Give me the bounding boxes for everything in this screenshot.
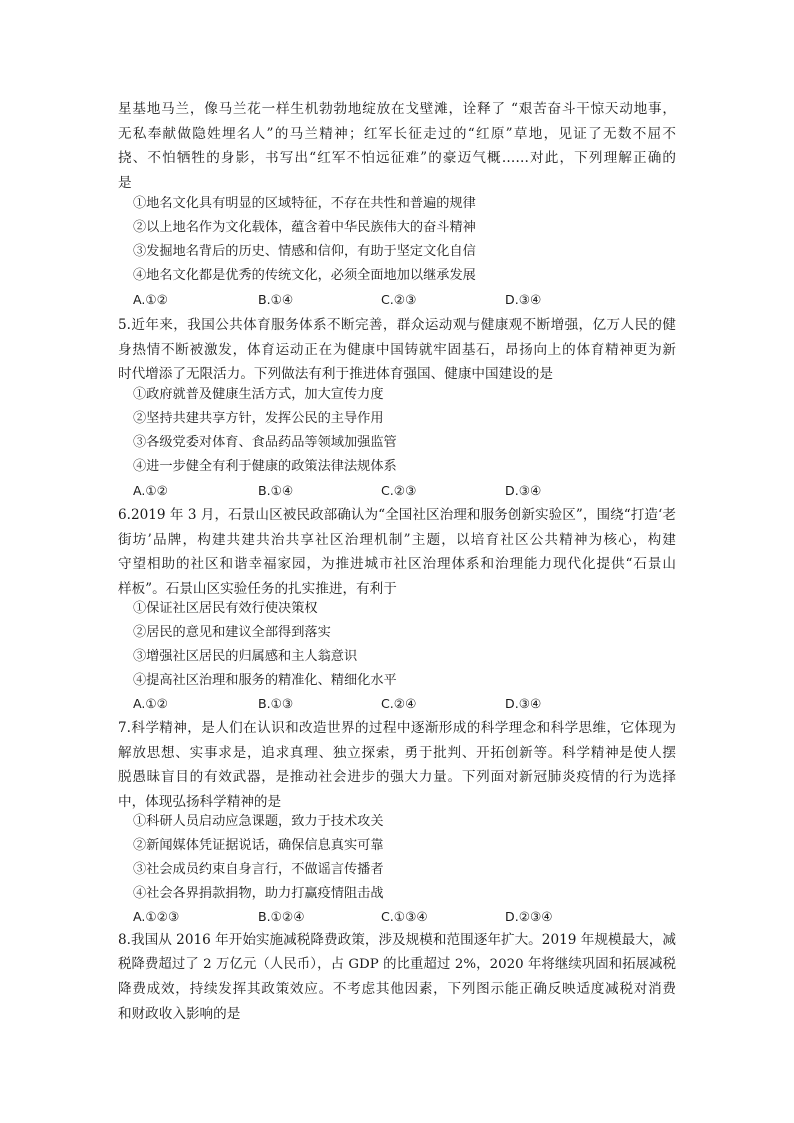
choice-c: C.②③ [381,483,417,498]
q5-option-4: ④进一步健全有利于健康的政策法律法规体系 [133,459,397,474]
choice-b: B.①②④ [258,909,305,924]
q6-option-1: ①保证社区居民有效行使决策权 [133,601,318,616]
q6-option-2: ②居民的意见和建议全部得到落实 [133,625,331,640]
stem-line: 8.我国从 2016 年开始实施减税降费政策，涉及规模和范围逐年扩大。2019 年规模最大，减 [118,932,676,948]
q4-option-3: ③发掘地名背后的历史、情感和信仰，有助于坚定文化自信 [133,244,476,259]
stem-line: 解放思想、实事求是，追求真理、独立探索，勇于批判、开拓创新等。科学精神是使人摆 [118,744,676,761]
stem-line: 挠、不怕牺牲的身影，书写出“红军不怕远征难”的豪迈气概……对此，下列理解正确的 [118,150,676,166]
stem-line: 街坊’品牌，构建共建共治共享社区治理机制”主题，以培育社区公共精神为核心，构建 [118,531,676,548]
q6-stem [118,503,676,601]
q5-choices [133,481,693,501]
stem-line: 是 [118,174,132,191]
q6-option-4: ④提高社区治理和服务的精准化、精细化水平 [133,673,397,688]
q4-choices [133,290,693,310]
q7-option-1: ①科研人员启动应急课题，致力于技术攻关 [133,814,384,829]
q4-option-1: ①地名文化具有明显的区域特征，不存在共性和普遍的规律 [133,196,476,211]
stem-line: 时代增添了无限活力。下列做法有利于推进体育强国、健康中国建设的是 [118,366,553,382]
q7-choices [133,907,693,927]
choice-a: A.①② [133,696,168,711]
q5-option-1: ①政府就普及健康生活方式，加大宣传力度 [133,387,384,402]
q4-stem-continuation [118,97,676,195]
choice-b: B.①④ [258,292,294,307]
choice-d: D.③④ [505,292,542,307]
stem-line: 样板”。石景山区实验任务的扎实推进，有利于 [118,580,397,597]
q4-option-4: ④地名文化都是优秀的传统文化，必须全面地加以继承发展 [133,268,476,283]
choice-c: C.②④ [381,696,417,711]
q7-stem [118,716,676,814]
q7-option-2: ②新闻媒体凭证据说话，确保信息真实可靠 [133,838,384,853]
choice-a: A.①② [133,483,168,498]
q7-option-4: ④社会各界捐款捐物，助力打赢疫情阻击战 [133,886,384,901]
stem-line: 中，体现弘扬科学精神的是 [118,793,282,810]
q6-option-3: ③增强社区居民的归属感和主人翁意识 [133,649,358,664]
stem-line: 守望相助的社区和谐幸福家园，为推进城市社区治理体系和治理能力现代化提供“石景山 [118,556,676,572]
q6-choices [133,694,693,714]
choice-b: B.①③ [258,696,294,711]
choice-c: C.①③④ [381,909,428,924]
choice-a: A.①②③ [133,909,180,924]
stem-line: 和财政收入影响的是 [118,1005,241,1022]
choice-d: D.③④ [505,483,542,498]
choice-d: D.②③④ [505,909,553,924]
choice-a: A.①② [133,292,168,307]
stem-line: 5.近年来，我国公共体育服务体系不断完善，群众运动观与健康观不断增强，亿万人民的健 [118,317,676,333]
choice-b: B.①④ [258,483,294,498]
choice-c: C.②③ [381,292,417,307]
stem-line: 星基地马兰，像马兰花一样生机勃勃地绽放在戈壁滩，诠释了 “艰苦奋斗干惊天动地事， [118,101,676,117]
stem-line: 税降费超过了 2 万亿元（人民币），占 GDP 的比重超过 2%，2020 年将继续巩固和拓展减税 [118,956,676,972]
q5-option-2: ②坚持共建共享方针，发挥公民的主导作用 [133,411,384,426]
q5-stem [118,313,676,387]
q5-option-3: ③各级党委对体育、食品药品等领域加强监管 [133,435,397,450]
stem-line: 脱愚昧盲目的有效武器，是推动社会进步的强大力量。下列面对新冠肺炎疫情的行为选择 [118,769,676,785]
choice-d: D.③④ [505,696,542,711]
stem-line: 降费成效，持续发挥其政策效应。不考虑其他因素，下列图示能正确反映适度减税对消费 [118,981,676,997]
stem-line: 无私奉献做隐姓埋名人”的马兰精神；红军长征走过的“红原”草地，见证了无数不屈不 [118,125,676,142]
stem-line: 身热情不断被激发，体育运动正在为健康中国铸就牢固基石，昂扬向上的体育精神更为新 [118,341,676,358]
stem-line: 7.科学精神，是人们在认识和改造世界的过程中逐渐形成的科学理念和科学思维，它体现为 [118,720,676,736]
q7-option-3: ③社会成员约束自身言行，不做谣言传播者 [133,862,384,877]
stem-line: 6.2019 年 3 月，石景山区被民政部确认为“全国社区治理和服务创新实验区”，围绕“打造‘老 [118,507,676,523]
q4-option-2: ②以上地名作为文化载体，蕴含着中华民族伟大的奋斗精神 [133,220,476,235]
q8-stem [118,928,676,1026]
